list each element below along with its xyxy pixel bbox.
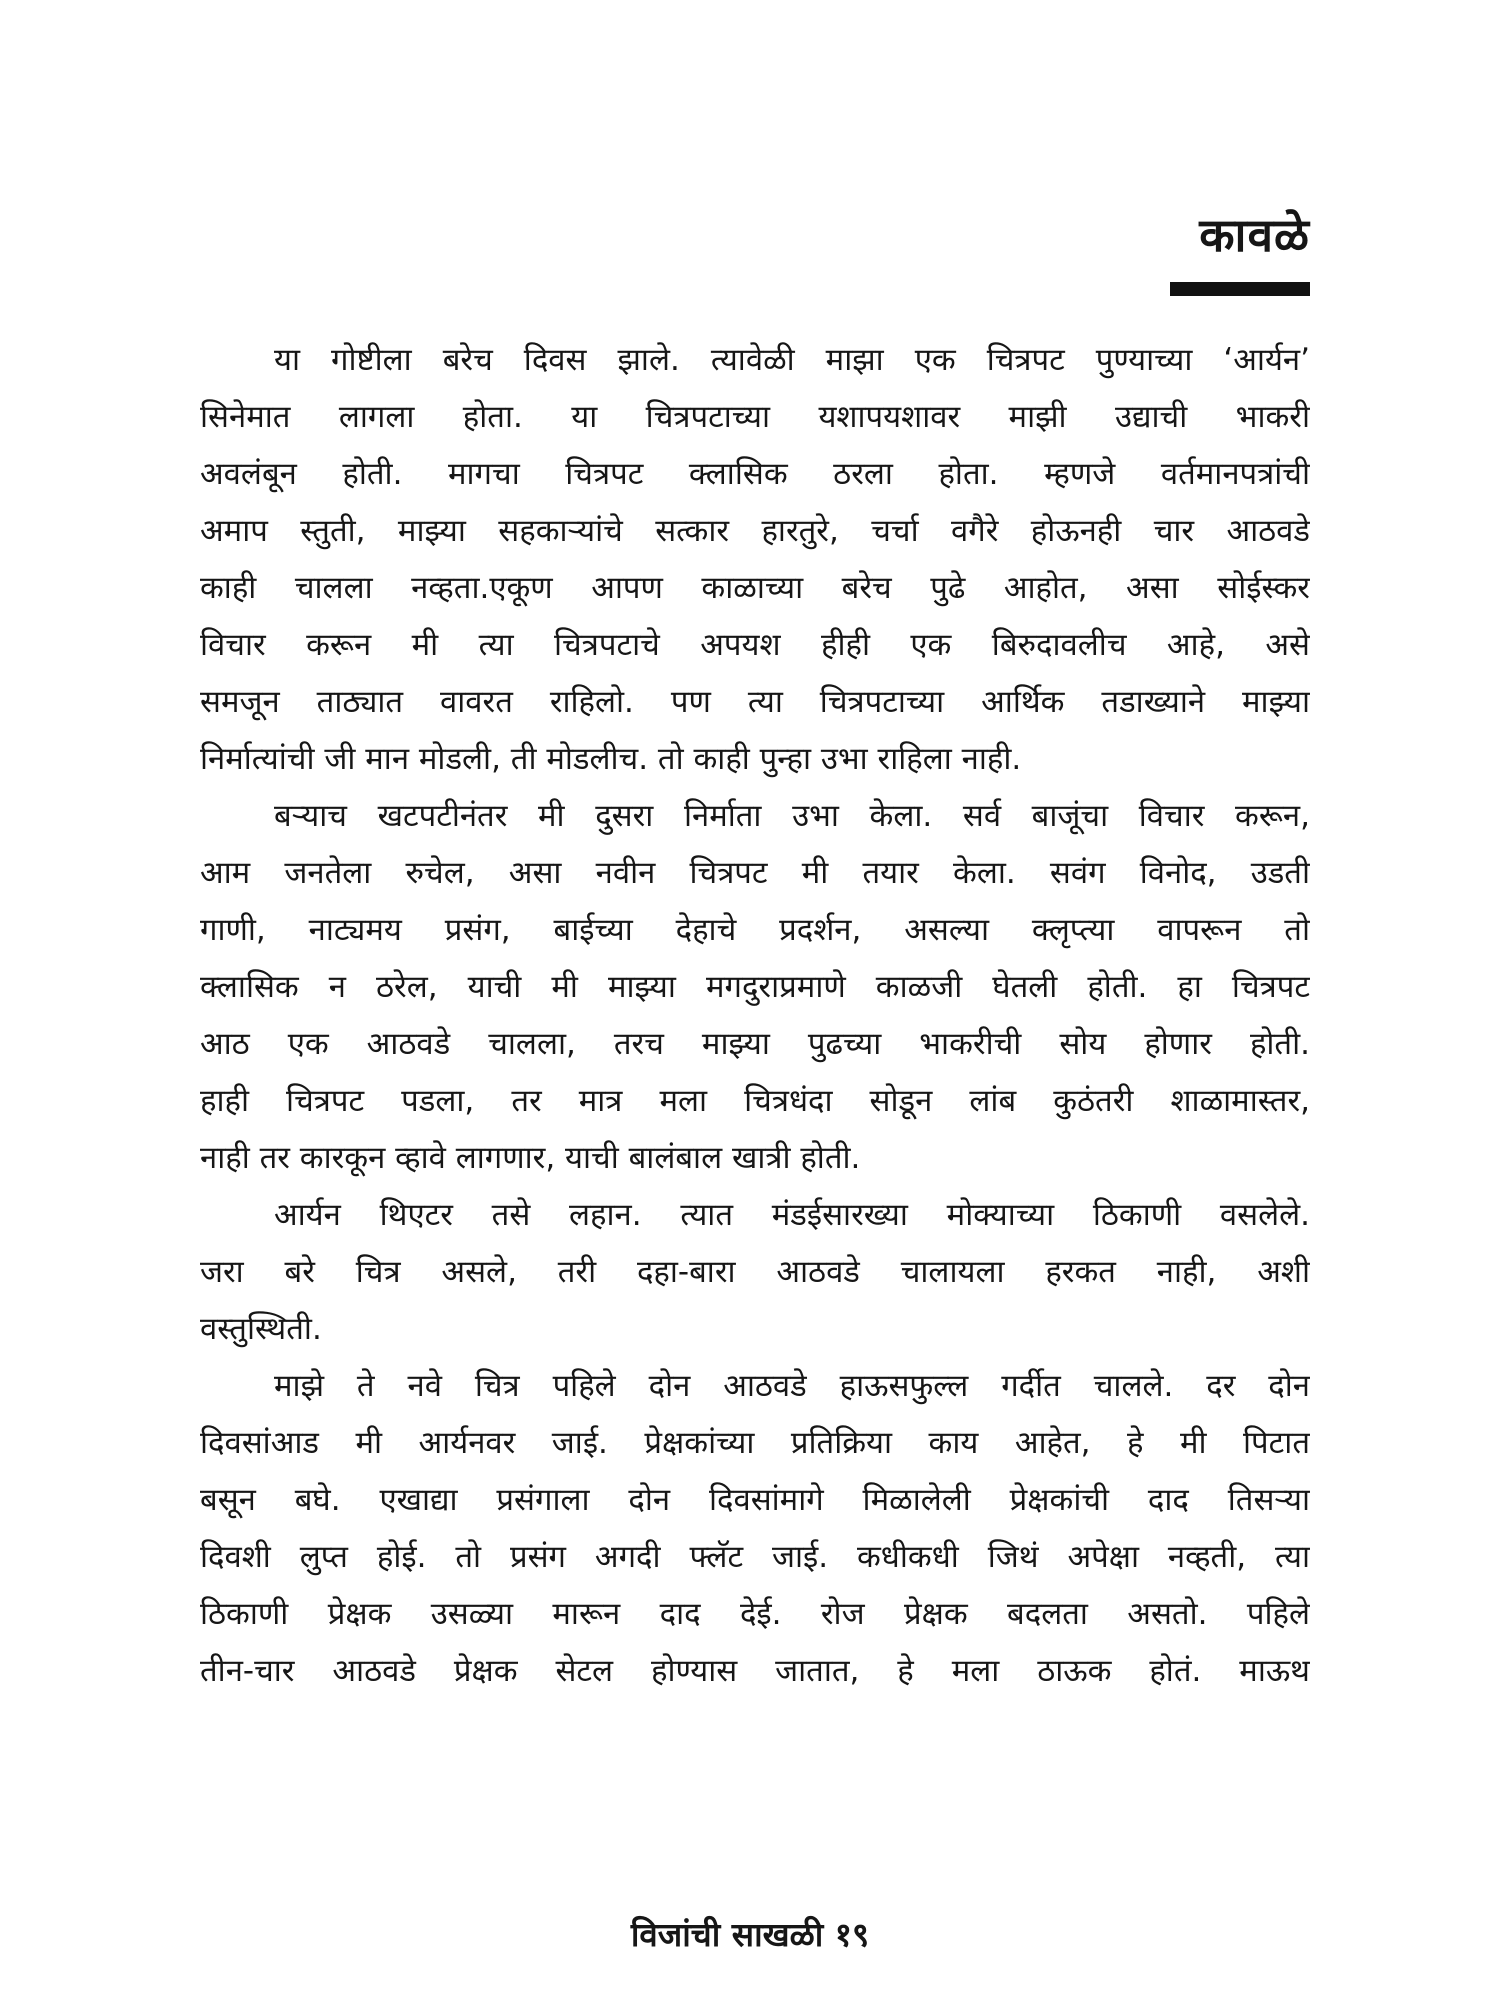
text-line: जरा बरे चित्र असले, तरी दहा-बारा आठवडे चालायला हरकत नाही, अशी (200, 1254, 1310, 1290)
text-line: नाही तर कारकून व्हावे लागणार, याची बालंबाल खात्री होती. (200, 1140, 861, 1176)
text-line: तीन-चार आठवडे प्रेक्षक सेटल होण्यास जातात, हे मला ठाऊक होतं. माऊथ (200, 1653, 1310, 1689)
text-line: आम जनतेला रुचेल, असा नवीन चित्रपट मी तयार केला. सवंग विनोद, उडती (200, 855, 1310, 891)
text-line: अवलंबून होती. मागचा चित्रपट क्लासिक ठरला होता. म्हणजे वर्तमानपत्रांची (200, 456, 1310, 492)
text-line: विचार करून मी त्या चित्रपटाचे अपयश हीही एक बिरुदावलीच आहे, असे (200, 627, 1310, 663)
text-line: ठिकाणी प्रेक्षक उसळ्या मारून दाद देई. रोज प्रेक्षक बदलता असतो. पहिले (200, 1596, 1310, 1632)
text-line: दिवशी लुप्त होई. तो प्रसंग अगदी फ्लॅट जाई. कधीकधी जिथं अपेक्षा नव्हती, त्या (200, 1539, 1310, 1575)
text-line: हाही चित्रपट पडला, तर मात्र मला चित्रधंदा सोडून लांब कुठंतरी शाळामास्तर, (200, 1083, 1310, 1119)
paragraph-3 (200, 1187, 1310, 1358)
paragraph-1 (200, 332, 1310, 788)
text-line: गाणी, नाट्यमय प्रसंग, बाईच्या देहाचे प्रदर्शन, असल्या क्लृप्त्या वापरून तो (200, 912, 1310, 948)
paragraph-4 (200, 1358, 1310, 1700)
text-line: आठ एक आठवडे चालला, तरच माझ्या पुढच्या भाकरीची सोय होणार होती. (200, 1026, 1310, 1062)
text-line: माझे ते नवे चित्र पहिले दोन आठवडे हाऊसफुल्ल गर्दीत चालले. दर दोन (274, 1368, 1310, 1404)
text-line: या गोष्टीला बरेच दिवस झाले. त्यावेळी माझा एक चित्रपट पुण्याच्या ‘आर्यन’ (274, 342, 1310, 378)
text-line: काही चालला नव्हता.एकूण आपण काळाच्या बरेच पुढे आहोत, असा सोईस्कर (200, 570, 1310, 606)
body-text (200, 332, 1310, 1700)
text-line: अमाप स्तुती, माझ्या सहकाऱ्यांचे सत्कार हारतुरे, चर्चा वगैरे होऊनही चार आठवडे (200, 513, 1310, 549)
title-underline (1170, 282, 1310, 296)
text-line: निर्मात्यांची जी मान मोडली, ती मोडलीच. तो काही पुन्हा उभा राहिला नाही. (200, 741, 1022, 777)
text-line: बसून बघे. एखाद्या प्रसंगाला दोन दिवसांमागे मिळालेली प्रेक्षकांची दाद तिसऱ्या (200, 1482, 1310, 1518)
page-footer (0, 1910, 1500, 1960)
book-title: विजांची साखळी (630, 1915, 824, 1954)
page-number: १९ (834, 1915, 870, 1954)
text-line: आर्यन थिएटर तसे लहान. त्यात मंडईसारख्या मोक्याच्या ठिकाणी वसलेले. (274, 1197, 1310, 1233)
paragraph-2 (200, 788, 1310, 1187)
text-line: क्लासिक न ठरेल, याची मी माझ्या मगदुराप्रमाणे काळजी घेतली होती. हा चित्रपट (200, 969, 1310, 1005)
chapter-title: कावळे (1199, 208, 1310, 262)
text-line: बऱ्याच खटपटीनंतर मी दुसरा निर्माता उभा केला. सर्व बाजूंचा विचार करून, (274, 798, 1310, 834)
text-line: दिवसांआड मी आर्यनवर जाई. प्रेक्षकांच्या प्रतिक्रिया काय आहेत, हे मी पिटात (200, 1425, 1310, 1461)
text-line: समजून ताठ्यात वावरत राहिलो. पण त्या चित्रपटाच्या आर्थिक तडाख्याने माझ्या (200, 684, 1310, 720)
text-line: वस्तुस्थिती. (200, 1311, 322, 1347)
text-line: सिनेमात लागला होता. या चित्रपटाच्या यशापयशावर माझी उद्याची भाकरी (200, 399, 1310, 435)
